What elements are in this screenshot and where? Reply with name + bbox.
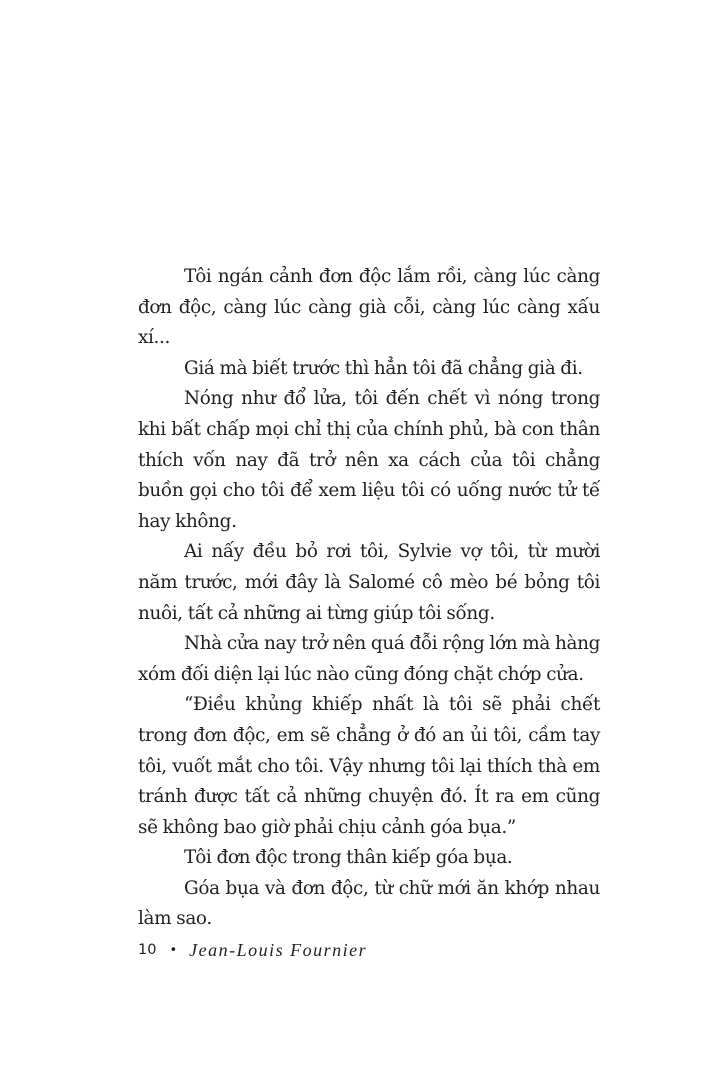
- page-footer: [138, 937, 367, 963]
- footer-separator: •: [169, 942, 178, 958]
- paragraph-8: Góa bụa và đơn độc, từ chữ mới ăn khớp nhau làm sao.: [138, 877, 600, 930]
- body-text: [138, 262, 600, 935]
- page-number: 10: [138, 942, 157, 958]
- author-name: Jean-Louis Fournier: [189, 939, 368, 960]
- paragraph-5: Nhà cửa nay trở nên quá đỗi rộng lớn mà hàng xóm đối diện lại lúc nào cũng đóng chặt chớp cửa.: [138, 633, 600, 685]
- paragraph-1: Tôi ngán cảnh đơn độc lắm rồi, càng lúc càng đơn độc, càng lúc càng già cỗi, càng lúc càng xấu xí...: [138, 266, 600, 349]
- paragraph-2: Giá mà biết trước thì hẳn tôi đã chẳng già đi.: [184, 357, 583, 379]
- paragraph-6: “Điều khủng khiếp nhất là tôi sẽ phải chết trong đơn độc, em sẽ chẳng ở đó an ủi tôi, cầm tay tôi, vuốt mắt cho tôi. Vậy nhưng tôi lại thích thà em tránh được tất cả những chuyện đó. Ít ra em cũng sẽ không bao giờ phải chịu cảnh góa bụa.”: [138, 694, 600, 838]
- paragraph-3: Nóng như đổ lửa, tôi đến chết vì nóng trong khi bất chấp mọi chỉ thị của chính phủ, bà con thân thích vốn nay đã trở nên xa cách của tôi chẳng buồn gọi cho tôi để xem liệu tôi có uống nước tử tế hay không.: [138, 388, 600, 532]
- paragraph-7: Tôi đơn độc trong thân kiếp góa bụa.: [184, 847, 513, 869]
- paragraph-4: Ai nấy đều bỏ rơi tôi, Sylvie vợ tôi, từ mười năm trước, mới đây là Salomé cô mèo bé bỏng tôi nuôi, tất cả những ai từng giúp tôi sống.: [138, 541, 600, 624]
